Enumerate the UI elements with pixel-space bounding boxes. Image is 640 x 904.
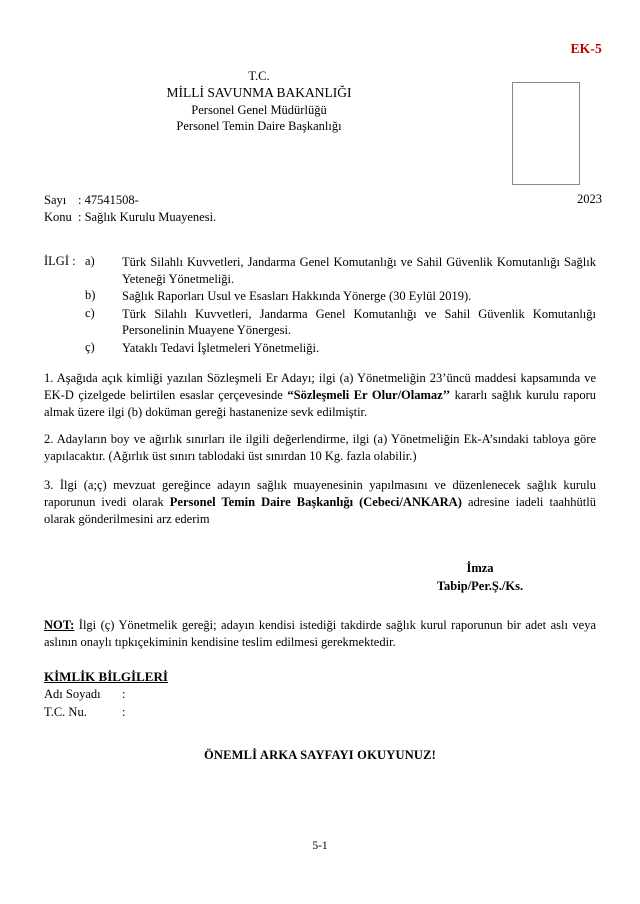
identity-separator-fullname: : [122,687,126,702]
reference-marker-c: c) [85,305,95,320]
meta-row-sayi [44,192,216,209]
reference-marker-c-cedilla: ç) [85,339,95,354]
note-label: NOT: [44,618,75,632]
letterhead-line-ministry: MİLLİ SAVUNMA BAKANLIĞI [166,85,352,101]
document-year: 2023 [577,192,602,206]
reference-marker-a: a) [85,254,95,268]
reference-text-c: Türk Silahlı Kuvvetleri, Jandarma Genel Komutanlığı ve Sahil Güvenlik Komutanlığı Personelinin Muayene Yönergesi. [122,306,596,337]
letterhead-line-republic: T.C. [248,69,270,83]
meta-value-konu: : Sağlık Kurulu Muayenesi. [78,210,217,225]
reference-text-c-cedilla: Yataklı Tedavi İşletmeleri Yönetmeliği. [122,340,320,355]
reference-text-b: Sağlık Raporları Usul ve Esasları Hakkında Yönerge (30 Eylül 2019). [122,289,472,303]
paragraph-2: 2. Adayların boy ve ağırlık sınırları ile ilgili değerlendirme, ilgi (a) Yönetmeliğin Ek-A’sındaki tabloya göre yapılacaktır. (Ağırlık üst sınırı tablodaki üst sınırdan 10 Kg. fazla olabilir.) [44,432,596,463]
paragraph-3-emphasis: Personel Temin Daire Başkanlığı (Cebeci/ANKARA) [169,494,462,509]
meta-label-sayi: Sayı [44,193,67,207]
identity-title: KİMLİK BİLGİLERİ [44,669,168,684]
paragraph-3-part-2: adresine iadeli taahhütlü olarak gönderilmesini arz ederim [44,494,596,526]
identity-field-fullname [44,686,168,704]
reference-item-c [44,306,596,339]
paragraph-1-part-1: 1. Aşağıda açık kimliği yazılan Sözleşmeli Er Adayı; ilgi (a) Yönetmeliğin 23’üncü maddesi kapsamında ve EK-D çizelgede belirtilen esaslar çerçevesinde [44,371,596,402]
paragraph-1-emphasis: “Sözleşmeli Er Olur/Olamaz’’ [287,387,451,402]
letterhead [44,68,474,134]
signature-block [380,560,580,596]
stamp-box [512,82,580,185]
document-meta [44,192,216,227]
paragraph-3 [44,477,596,527]
signature-title: Tabip/Per.Ş./Ks. [436,578,524,593]
note-text: İlgi (ç) Yönetmelik gereği; adayın kendisi istediği takdirde sağlık kurul raporunun bir adet aslı veya aslının onaylı tıpkıçekiminin kendisine teslim edilmesi gerekmektedir. [44,618,596,649]
reference-item-c-cedilla [44,340,596,357]
meta-label-konu: Konu [44,210,72,225]
paragraph-1-part-2: kararlı sağlık kurulu raporu almak üzere ilgi (b) doküman gereği hastanenize sevk edilmiştir. [44,387,596,419]
signature-label: İmza [466,561,494,575]
references-block [44,254,596,357]
reference-text-a: Türk Silahlı Kuvvetleri, Jandarma Genel Komutanlığı ve Sahil Güvenlik Komutanlığı Sağlık Yeteneği Yönetmeliği. [122,255,596,286]
identity-label-fullname: Adı Soyadı [44,687,101,702]
letterhead-line-directorate: Personel Genel Müdürlüğü [191,102,327,117]
identity-label-national-id: T.C. Nu. [44,704,87,719]
paragraph-1 [44,370,596,420]
reference-item-a [44,254,596,287]
letterhead-line-department: Personel Temin Daire Başkanlığı [176,119,342,134]
meta-value-sayi: : 47541508- [78,193,139,207]
paragraph-3-part-1: 3. İlgi (a;ç) mevzuat gereğince adayın sağlık muayenesinin yapılmasını ve düzenlenecek sağlık kurulu raporunun ivedi olarak [44,478,596,509]
annex-marker: EK-5 [570,41,602,56]
meta-row-konu [44,209,216,226]
identity-block [44,668,168,721]
reference-item-b [44,288,596,305]
page-number: 5-1 [312,840,328,852]
references-label: İLGİ : [44,254,76,268]
note-block [44,617,596,651]
reference-marker-b: b) [85,288,96,302]
back-page-warning: ÖNEMLİ ARKA SAYFAYI OKUYUNUZ! [203,748,437,762]
identity-field-national-id [44,704,168,722]
identity-separator-national-id: : [122,704,126,719]
